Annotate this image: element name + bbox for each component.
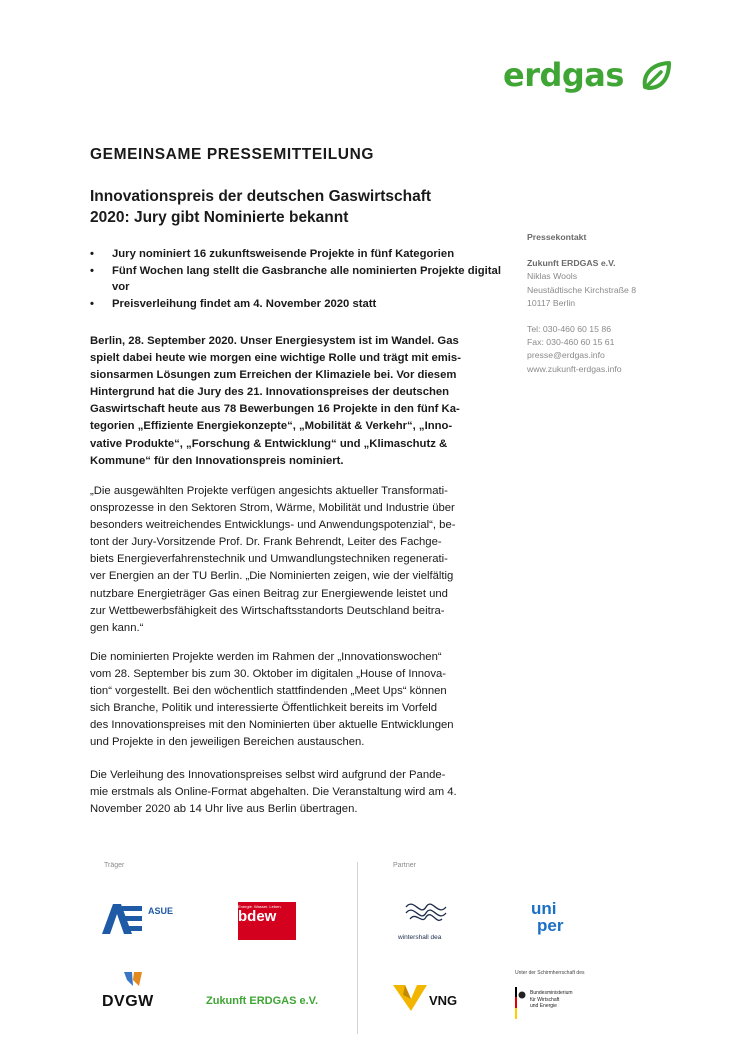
text-line: gen kann.“ xyxy=(90,621,144,634)
contact-title: Pressekontakt xyxy=(527,232,587,242)
text-line: des Innovationspreises mit den Nominierten über aktuelle Entwicklungen xyxy=(90,719,454,732)
uniper-text-top: uni xyxy=(531,899,557,918)
text-line: sionsarmen Lösungen zum Erreichen der Klimaziele bei. Vor diesem xyxy=(90,369,457,382)
footer-divider xyxy=(357,862,358,1034)
bdew-logo xyxy=(238,902,296,940)
wintershall-wave-icon xyxy=(404,897,448,927)
text-line: onsprozesse in den Sektoren Strom, Wärme, Mobilität und Industrie über xyxy=(90,502,455,515)
text-line: und Projekte in den jeweiligen Bereichen austauschen. xyxy=(90,736,365,749)
text-line: sich Branche, Politik und interessierte Öffentlichkeit bereits im Vorfeld xyxy=(90,702,438,715)
bdew-tagline: Energie. Wasser. Leben. xyxy=(238,904,282,909)
text-line: mie erstmals als Online-Format abgehalten. Die Veranstaltung wird am 4. xyxy=(90,786,457,799)
text-line: tion“ vorgestellt. Bei den wöchentlich stattfindenden „Meet Ups“ können xyxy=(90,685,447,698)
text-line: besonders weitreichendes Entwicklungs- und Anwendungspotenzial“, be- xyxy=(90,519,456,532)
text-line: Kommune“ für den Innovationspreis nominiert. xyxy=(90,454,344,467)
contact-org: Zukunft ERDGAS e.V. xyxy=(527,258,616,269)
wintershall-text: wintershall dea xyxy=(398,934,442,941)
dvgw-flame-icon xyxy=(102,970,164,988)
bmwi-logo xyxy=(515,985,605,1025)
leaf-icon xyxy=(639,59,673,93)
vng-text: VNG xyxy=(429,993,458,1008)
bdew-text: bdew xyxy=(238,908,277,925)
list-item: • Preisverleihung findet am 4. November 2020 statt xyxy=(90,296,510,313)
contact-city: 10117 Berlin xyxy=(527,297,576,308)
text-line: Gaswirtschaft heute aus 78 Bewerbungen 16 Projekte in den fünf Ka- xyxy=(90,403,460,416)
wintershall-dea-logo xyxy=(398,897,458,943)
text-line: Hintergrund hat die Jury des 21. Innovationspreises der deutschen xyxy=(90,386,450,399)
asue-logo xyxy=(102,904,182,938)
traeger-label: Träger xyxy=(104,862,125,869)
text-line: zur Wettbewerbsfähigkeit des Wirtschaftsstandorts Deutschland beitra- xyxy=(90,604,445,617)
list-item: • Fünf Wochen lang stellt die Gasbranche alle nominierten Projekte digital vor xyxy=(90,263,510,296)
contact-street: Neustädtische Kirchstraße 8 xyxy=(527,284,637,295)
asue-mark-icon xyxy=(102,904,146,934)
body-paragraph xyxy=(90,767,510,818)
key-points-list xyxy=(90,246,510,312)
text-line: ver Energien an der TU Berlin. „Die Nominierten zeigen, wie der vielfältig xyxy=(90,570,454,583)
dvgw-text: DVGW xyxy=(102,993,154,1010)
contact-phone: Tel: 030-460 60 15 86 xyxy=(527,324,612,335)
text-line: „Die ausgewählten Projekte verfügen angesichts aktueller Transformati- xyxy=(90,485,448,497)
text-line: spielt dabei heute wie morgen eine wichtige Rolle und trägt mit emis- xyxy=(90,352,461,365)
list-item: • Jury nominiert 16 zukunftsweisende Projekte in fünf Kategorien xyxy=(90,246,510,263)
logo-wordmark: erdgas xyxy=(503,56,624,94)
contact-fax: Fax: 030-460 60 15 61 xyxy=(527,337,615,348)
dvgw-logo xyxy=(102,970,164,1010)
text-line: tegorien „Effiziente Energiekonzepte“, „Mobilität & Verkehr“, „Inno- xyxy=(90,420,453,433)
contact-email[interactable]: presse@erdgas.info xyxy=(527,350,605,361)
asue-text: ASUE xyxy=(148,906,174,916)
federal-eagle-flag-icon xyxy=(515,985,527,1021)
headline-line: Innovationspreis der deutschen Gaswirtschaft xyxy=(90,188,432,205)
bmwi-text-line: Bundesministerium xyxy=(530,990,573,996)
lead-paragraph xyxy=(90,333,510,470)
quote-paragraph xyxy=(90,483,510,637)
vng-mark-icon xyxy=(393,985,429,1011)
press-contact xyxy=(527,231,687,376)
text-line: Die Verleihung des Innovationspreises selbst wird aufgrund der Pande- xyxy=(90,769,446,781)
uniper-text-bottom: per xyxy=(537,916,564,935)
body-paragraph xyxy=(90,649,510,752)
zukunft-erdgas-logo: Zukunft ERDGAS e.V. xyxy=(206,995,319,1007)
text-line: November 2020 ab 14 Uhr live aus Berlin übertragen. xyxy=(90,803,358,816)
text-line: vom 28. September bis zum 30. Oktober im digitalen „House of Innova- xyxy=(90,668,447,681)
bmwi-text-line: und Energie xyxy=(530,1003,557,1009)
bmwi-text xyxy=(530,990,573,1010)
headline-line: 2020: Jury gibt Nominierte bekannt xyxy=(90,209,349,226)
erdgas-logo xyxy=(503,55,675,99)
text-line: tont der Jury-Vorsitzende Prof. Dr. Frank Behrendt, Leiter des Fachge- xyxy=(90,536,442,549)
contact-website[interactable]: www.zukunft-erdgas.info xyxy=(527,363,622,374)
text-line: Die nominierten Projekte werden im Rahmen der „Innovationswochen“ xyxy=(90,651,442,663)
text-line: biets Energieverfahrenstechnik und Umwandlungstechniken regenerati- xyxy=(90,553,448,566)
uniper-logo xyxy=(531,900,581,940)
bmwi-text-line: für Wirtschaft xyxy=(530,996,560,1003)
bmwi-patronage-label: Unter der Schirmherrschaft des xyxy=(515,970,585,976)
text-line: Berlin, 28. September 2020. Unser Energiesystem ist im Wandel. Gas xyxy=(90,335,459,347)
press-release-kicker: GEMEINSAME PRESSEMITTEILUNG xyxy=(90,146,375,163)
vng-logo xyxy=(393,985,463,1015)
headline xyxy=(90,186,510,228)
text-line: nutzbare Energieträger Gas einen Beitrag zur Energiewende leistet und xyxy=(90,587,448,600)
contact-name: Niklas Wools xyxy=(527,271,578,282)
text-line: vative Produkte“, „Forschung & Entwicklung“ und „Klimaschutz & xyxy=(90,437,448,450)
partner-label: Partner xyxy=(393,862,416,869)
